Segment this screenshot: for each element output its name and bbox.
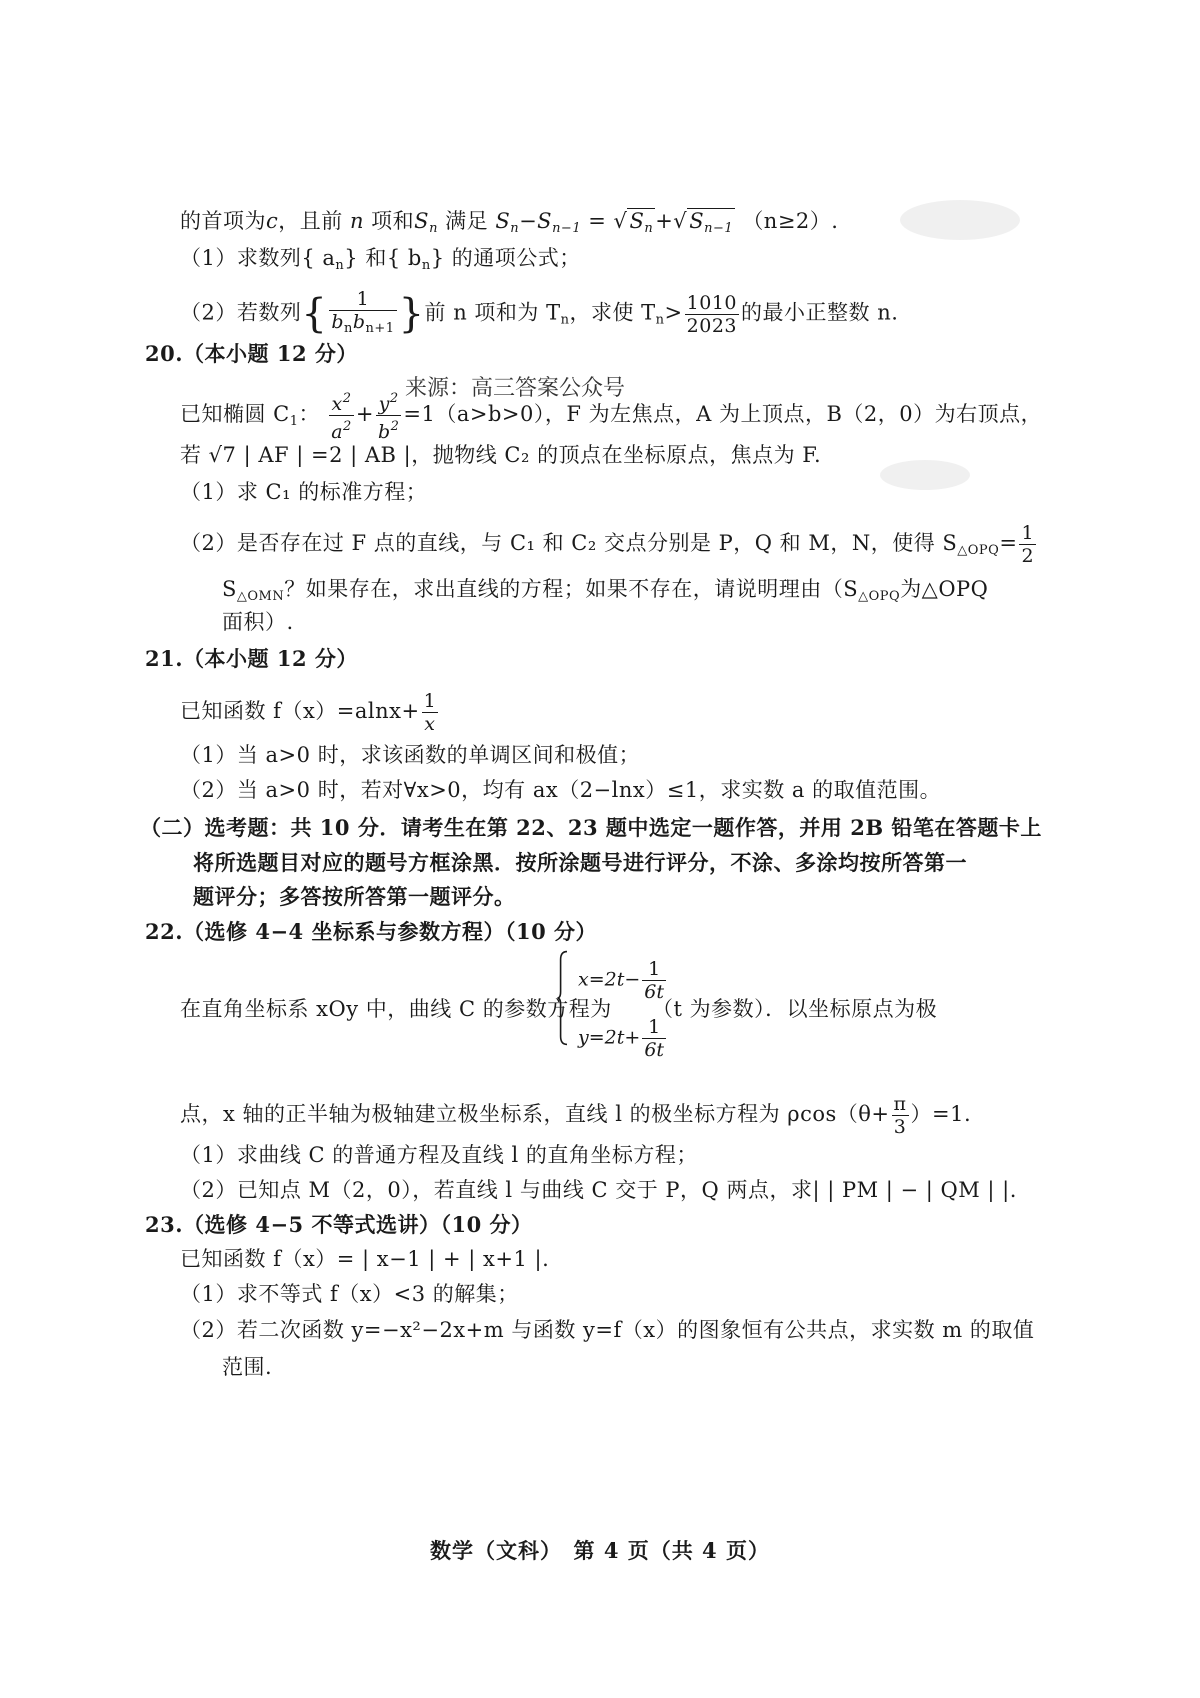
- q22-line1-b: （t 为参数）．以坐标原点为极: [652, 997, 938, 1021]
- q22-part1: （1）求曲线 C 的普通方程及直线 l 的直角坐标方程；: [180, 1143, 698, 1167]
- q23-line1: 已知函数 f（x）= | x−1 | + | x+1 |.: [180, 1247, 550, 1271]
- q21-part2: （2）当 a>0 时，若对∀x>0，均有 ax（2−lnx）≤1，求实数 a 的取值范围。: [180, 778, 942, 802]
- q20-part1: （1）求 C₁ 的标准方程；: [180, 480, 428, 504]
- q22-line2: 点，x 轴的正半轴为极轴建立极坐标系，直线 l 的极坐标方程为 ρcos（θ+ $\frac{\pi}{3}$ ）=1.: [180, 1093, 972, 1138]
- q19-part1: （1）求数列{ $a_n$} 和{ $b_n$} 的通项公式；: [180, 246, 581, 273]
- watermark: 来源：高三答案公众号: [405, 376, 626, 401]
- q21-line1: 已知函数 f（x）=alnx+ $\frac{1}{x}$: [180, 690, 437, 735]
- section2-line3: 题评分；多答按所答第一题评分。: [193, 884, 516, 909]
- q22-header: 22.（选修 4−4 坐标系与参数方程）（10 分）: [145, 919, 598, 944]
- q22-part2: （2）已知点 M（2，0），若直线 l 与曲线 C 交于 P，Q 两点，求| | PM | − | QM | |.: [180, 1178, 1017, 1202]
- q23-part2: （2）若二次函数 y=−x²−2x+m 与函数 y=f（x）的图象恒有公共点，求实数 m 的取值: [180, 1318, 1035, 1342]
- q19-part2: （2）若数列{ $\frac{1}{b_nb_{n+1}}$ }前 n 项和为 $T_n$，求使 $T_n>$ $\frac{1010}{2023}$ 的最小正整数 n.: [180, 288, 899, 337]
- scan-smudge: [900, 200, 1020, 240]
- section2-line1: （二）选考题：共 10 分．请考生在第 22、23 题中选定一题作答，并用 2B 铅笔在答题卡上: [140, 815, 1042, 840]
- q22-line1-a: 在直角坐标系 xOy 中，曲线 C 的参数方程为: [180, 997, 612, 1021]
- scan-smudge: [880, 460, 970, 490]
- param-y-eq: y=2t+ $\frac{1}{6t}$: [578, 1016, 665, 1061]
- q20-part2-line3: 面积）.: [222, 610, 294, 634]
- q19-line1: 的首项为c，且前 n 项和$S_n$ 满足 $S_n-S_{n-1} = √S_n+√S_{n-1}$ （n≥2）.: [180, 209, 839, 236]
- q20-header: 20.（本小题 12 分）: [145, 341, 358, 366]
- q23-part2-line2: 范围.: [222, 1355, 273, 1379]
- q23-part1: （1）求不等式 f（x）<3 的解集；: [180, 1282, 519, 1306]
- q23-header: 23.（选修 4−5 不等式选讲）（10 分）: [145, 1212, 533, 1237]
- q20-part2: （2）是否存在过 F 点的直线，与 C₁ 和 C₂ 交点分别是 P，Q 和 M，N，使得 $S_{\triangle OPQ}=$ $\frac{1}{2}$: [180, 522, 1035, 567]
- q20-line2: 若 √7 | AF | =2 | AB |，抛物线 C₂ 的顶点在坐标原点，焦点为 F.: [180, 443, 822, 467]
- left-brace: [556, 950, 570, 1070]
- q20-part2-line2: $S_{\triangle OMN}$？如果存在，求出直线的方程；如果不存在，请说明理由（$S_{\triangle OPQ}$为△OPQ: [222, 577, 989, 604]
- page-footer: 数学（文科） 第 4 页（共 4 页）: [430, 1538, 770, 1563]
- q20-line1: 已知椭圆 $C_1$： $\frac{x^2}{a^2}$ + $\frac{y^2}{b^2}$ =1（a>b>0），F 为左焦点，A 为上顶点，B（2，0）为右顶点，: [180, 388, 1042, 443]
- q21-part1: （1）当 a>0 时，求该函数的单调区间和极值；: [180, 743, 641, 767]
- param-x-eq: x=2t− $\frac{1}{6t}$: [578, 958, 665, 1003]
- q21-header: 21.（本小题 12 分）: [145, 646, 358, 671]
- section2-line2: 将所选题目对应的题号方框涂黑．按所涂题号进行评分，不涂、多涂均按所答第一: [193, 850, 967, 875]
